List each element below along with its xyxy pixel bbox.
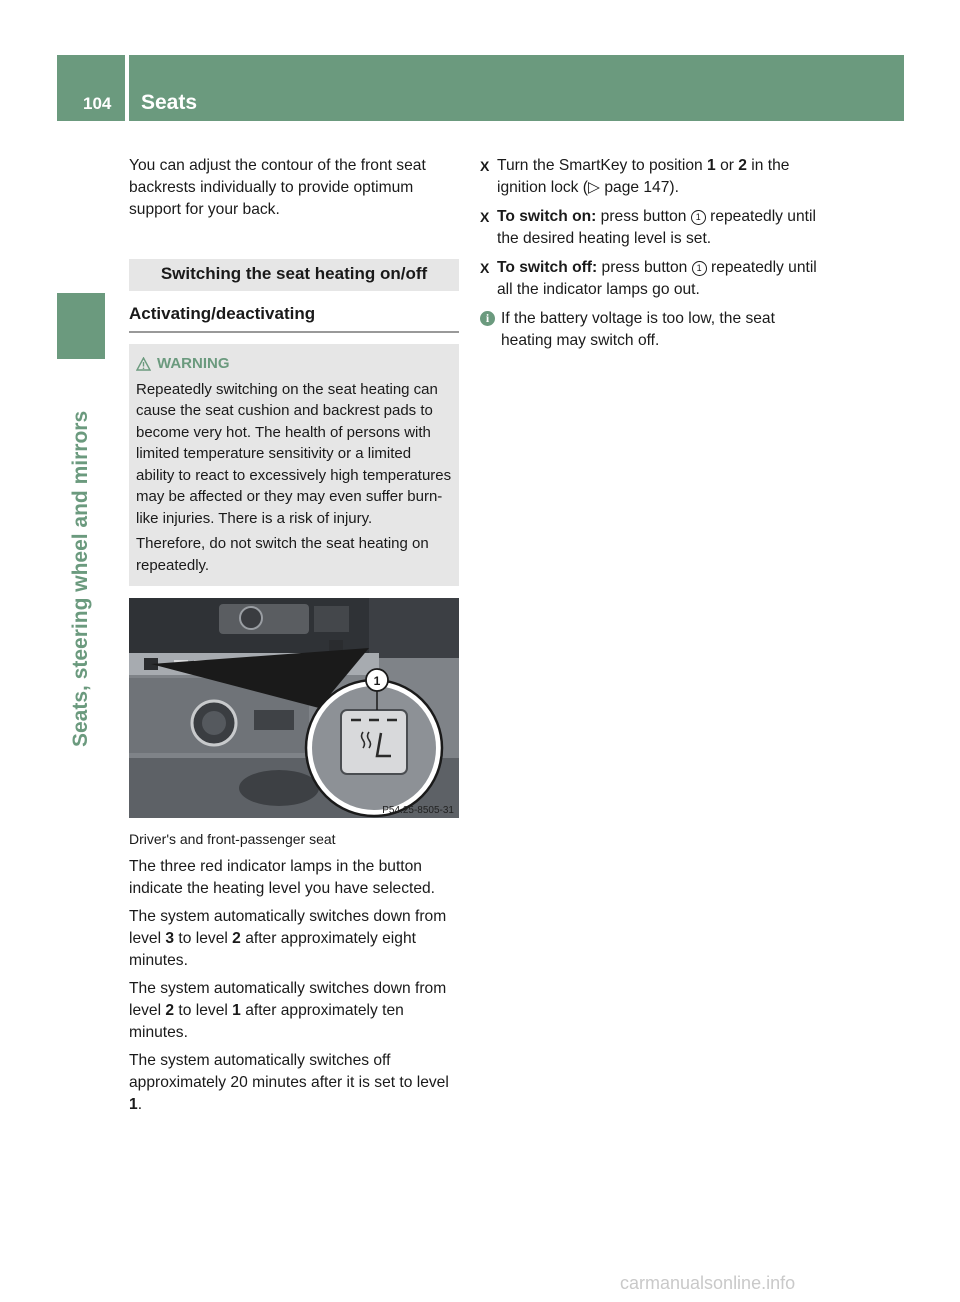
step-arrow-icon: X [480, 209, 490, 225]
callout-circle-icon: 1 [692, 261, 707, 276]
step-arrow-icon: X [480, 158, 490, 174]
info-icon: i [480, 311, 495, 326]
header-divider [125, 55, 129, 121]
warning-text: Repeatedly switching on the seat heating can cause the seat cushion and backrest pads to become very hot. The health of persons with limited temperature sensitivity or a limited ability to react to excessively high temperatures may be affected or they may even suffer burn-like injuries. There is a risk of injury. [136, 380, 452, 527]
side-tab-label: Seats, steering wheel and mirrors [69, 410, 92, 747]
figure-caption: Driver's and front-passenger seat [129, 831, 336, 847]
page-ref-icon: ▷ [588, 179, 601, 196]
switch-off-paragraph: The system automatically switches off approximately 20 minutes after it is set to level 1. [129, 1052, 449, 1113]
side-tab-marker [57, 293, 105, 359]
right-column [480, 155, 820, 352]
switch-down-paragraph-1: The system automatically switches down from level 3 to level 2 after approximately eight minutes. [129, 908, 447, 969]
step-item: X Turn the SmartKey to position 1 or 2 in the ignition lock (▷ page 147). [480, 155, 820, 199]
seat-heating-button-photo [129, 598, 459, 818]
warning-label: WARNING [157, 355, 230, 372]
warning-box [129, 344, 459, 586]
info-note [480, 308, 820, 352]
warning-advice: Therefore, do not switch the seat heating on repeatedly. [136, 535, 429, 574]
info-text: If the battery voltage is too low, the seat heating may switch off. [501, 310, 775, 349]
subsection-heading: Activating/deactivating [129, 291, 459, 333]
indicator-paragraph: The three red indicator lamps in the button indicate the heating level you have selected. [129, 858, 436, 897]
warning-triangle-icon [136, 357, 151, 371]
step-arrow-icon: X [480, 260, 490, 276]
figure-code: P54.25-8505-31 [382, 805, 454, 816]
step-item: X To switch off: press button 1 repeatedly until all the indicator lamps go out. [480, 257, 820, 301]
page-number: 104 [83, 94, 112, 113]
page-title: Seats [141, 91, 198, 114]
left-column [129, 155, 459, 1122]
step-item: X To switch on: press button 1 repeatedly until the desired heating level is set. [480, 206, 820, 250]
watermark: carmanualsonline.info [620, 1273, 796, 1293]
warning-title [136, 353, 452, 375]
section-heading: Switching the seat heating on/off [129, 259, 459, 291]
callout-circle-icon: 1 [691, 210, 706, 225]
switch-down-paragraph-2: The system automatically switches down from level 2 to level 1 after approximately ten minutes. [129, 980, 447, 1041]
callout-number: 1 [373, 674, 381, 688]
dashboard-illustration [129, 598, 459, 818]
intro-paragraph: You can adjust the contour of the front seat backrests individually to provide optimum support for your back. [129, 157, 426, 218]
